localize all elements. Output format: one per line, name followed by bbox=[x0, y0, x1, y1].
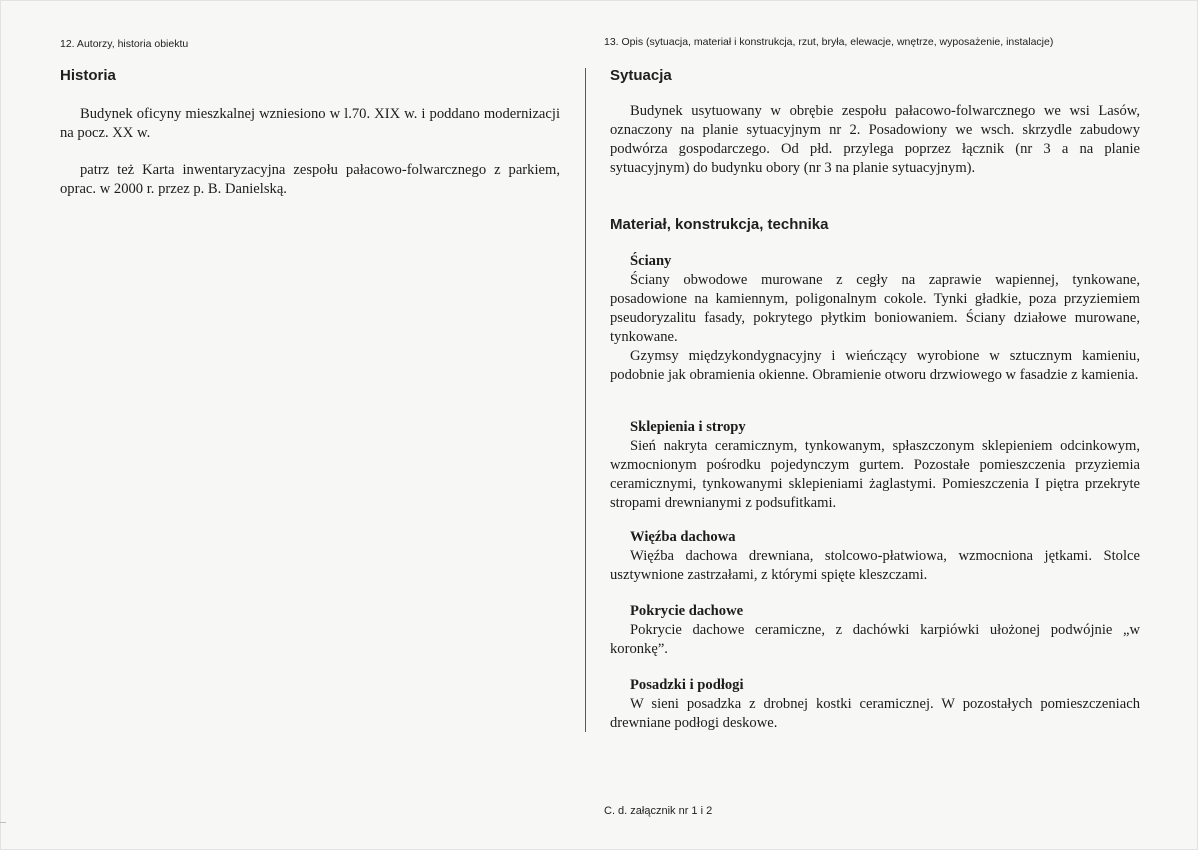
sciany-subheading: Ściany bbox=[630, 253, 672, 269]
section-13-label: 13. Opis (sytuacja, materiał i konstrukcja, rzut, bryła, elewacje, wnętrze, wyposażenie, instalacje) bbox=[604, 36, 1054, 48]
sytuacja-heading: Sytuacja bbox=[610, 67, 672, 84]
sytuacja-paragraph: Budynek usytuowany w obrębie zespołu pałacowo-folwarcznego we wsi Lasów, oznaczony na planie sytuacyjnym nr 2. Posadowiony we wsch. skrzydle zabudowy podwórza gospodarczego. Od płd. przylega poprzez łącznik (nr 3 a na planie sytuacyjnym) do budynku obory (nr 3 na planie sytuacyjnym). bbox=[610, 103, 1140, 176]
sklepienia-paragraph: Sień nakryta ceramicznym, tynkowanym, spłaszczonym sklepieniem odcinkowym, wzmocnionym pośrodku pojedynczym gurtem. Pozostałe pomieszczenia przyziemia ceramicznymi, tynkowanymi sklepieniami żaglastymi. Pomieszczenia I piętra przekryte stropami drewnianymi z podsufitkami. bbox=[610, 438, 1140, 511]
pokrycie-paragraph: Pokrycie dachowe ceramiczne, z dachówki karpiówki ułożonej podwójnie „w koronkę”. bbox=[610, 622, 1140, 657]
scan-edge-mark bbox=[0, 822, 6, 823]
section-12-label: 12. Autorzy, historia obiektu bbox=[60, 38, 189, 50]
material-heading: Materiał, konstrukcja, technika bbox=[610, 216, 829, 233]
historia-paragraph-1: Budynek oficyny mieszkalnej wzniesiono w l.70. XIX w. i poddano modernizacji na pocz. XX w. bbox=[60, 106, 560, 141]
sciany-paragraph-1: Ściany obwodowe murowane z cegły na zaprawie wapiennej, tynkowane, posadowione na kamiennym, poligonalnym cokole. Tynki gładkie, poza przyziemiem pseudoryzalitu fasady, pokrytego płytkim boniowaniem. Ściany działowe murowane, tynkowane. bbox=[610, 272, 1140, 345]
posadzki-paragraph: W sieni posadzka z drobnej kostki ceramicznej. W pozostałych pomieszczeniach drewniane podłogi deskowe. bbox=[610, 696, 1140, 731]
sklepienia-subheading: Sklepienia i stropy bbox=[630, 419, 746, 435]
historia-paragraph-2: patrz też Karta inwentaryzacyjna zespołu pałacowo-folwarcznego z parkiem, oprac. w 2000 r. przez p. B. Danielską. bbox=[60, 162, 560, 197]
sciany-paragraph-2: Gzymsy międzykondygnacyjny i wieńczący wyrobione w sztucznym kamieniu, podobnie jak obramienia okienne. Obramienie otworu drzwiowego w fasadzie z kamienia. bbox=[610, 348, 1140, 383]
posadzki-subheading: Posadzki i podłogi bbox=[630, 677, 744, 693]
historia-heading: Historia bbox=[60, 67, 116, 84]
pokrycie-subheading: Pokrycie dachowe bbox=[630, 603, 744, 619]
wiezba-paragraph: Więźba dachowa drewniana, stolcowo-płatwiowa, wzmocniona jętkami. Stolce usztywnione zastrzałami, z którymi spięte kleszczami. bbox=[610, 548, 1140, 583]
footer-note: C. d. załącznik nr 1 i 2 bbox=[604, 805, 713, 817]
wiezba-subheading: Więźba dachowa bbox=[630, 529, 736, 545]
column-divider bbox=[585, 68, 586, 732]
